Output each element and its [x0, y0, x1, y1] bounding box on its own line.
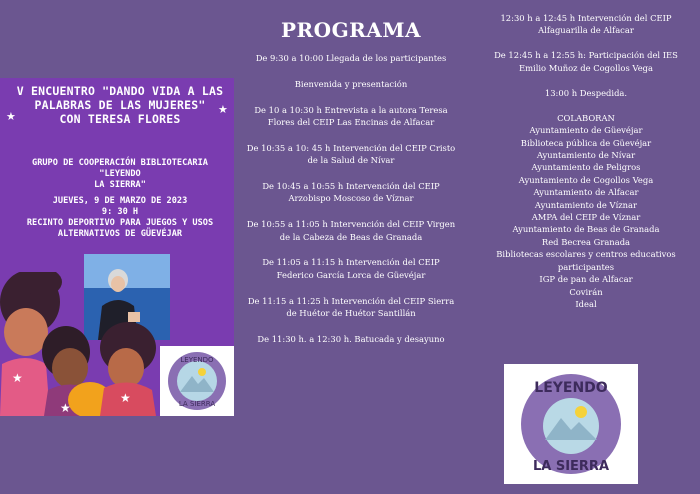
collaborators-heading: COLABORAN	[557, 112, 615, 123]
poster-info-line: ALTERNATIVOS DE GÜEVÉJAR	[57, 229, 183, 239]
collaborator-item: AMPA del CEIP de Víznar	[531, 212, 641, 223]
collaborator-item: Ayuntamiento de Güevéjar	[529, 125, 643, 136]
schedule-item: 13:00 h Despedida.	[544, 87, 628, 98]
women-illustration	[0, 272, 160, 416]
poster-group-line: LA SIERRA"	[94, 180, 146, 190]
programa-heading: PROGRAMA	[281, 18, 421, 42]
svg-text:★: ★	[120, 391, 131, 405]
collaborator-item: Biblioteca pública de Güevéjar	[520, 137, 652, 148]
logo-text-top: LEYENDO	[534, 380, 608, 396]
svg-text:★: ★	[60, 401, 71, 415]
programa-column	[244, 18, 458, 359]
collaborator-item: Red Becrea Granada	[541, 236, 631, 247]
collaborator-item: Ayuntamiento de Nívar	[536, 150, 636, 161]
schedule-item: De 11:15 a 11:25 h Intervención del CEIP Sierra de Huétor de Huétor Santillán	[247, 295, 455, 319]
collaborator-item: Covirán	[569, 286, 603, 297]
collaborators-list	[488, 124, 684, 310]
schedule-item: Bienvenida y presentación	[294, 78, 408, 89]
collaborator-item: Ayuntamiento de Alfacar	[533, 187, 639, 198]
schedule-item: De 10:45 a 10:55 h Intervención del CEIP Arzobispo Moscoso de Víznar	[262, 181, 440, 204]
leyendo-la-sierra-logo	[504, 364, 638, 484]
collaborator-item: Bibliotecas escolares y centros educativos participantes	[496, 249, 676, 272]
poster-group-line: GRUPO DE COOPERACIÓN BIBLIOTECARIA "LEYENDO	[32, 158, 208, 179]
schedule-item: De 10:55 a 11:05 h Intervención del CEIP Virgen de la Cabeza de Beas de Granada	[246, 219, 456, 242]
logo-text-bottom: LA SIERRA	[532, 459, 610, 474]
poster-title	[14, 84, 226, 126]
poster-info-line: JUEVES, 9 DE MARZO DE 2023	[52, 196, 188, 206]
svg-text:LA SIERRA: LA SIERRA	[178, 400, 216, 408]
collaborator-item: Ayuntamiento de Peligros	[531, 162, 641, 173]
schedule-item: De 10:35 a 10: 45 h Intervención del CEIP Cristo de la Salud de Nívar	[246, 142, 456, 166]
collaborator-item: Ayuntamiento de Beas de Granada	[512, 224, 660, 235]
schedule-item: De 10 a 10:30 h Entrevista a la autora Teresa Flores del CEIP Las Encinas de Alfacar	[254, 104, 448, 127]
schedule-item: De 11:30 h. a 12:30 h. Batucada y desayuno	[257, 333, 445, 344]
collaborator-item: Ayuntamiento de Cogollos Vega	[518, 174, 654, 185]
collaborator-item: Ayuntamiento de Víznar	[534, 199, 638, 210]
svg-text:★: ★	[12, 371, 23, 385]
poster-group	[10, 158, 230, 191]
collaborator-item: IGP de pan de Alfacar	[539, 274, 633, 285]
star-icon: ★	[218, 103, 228, 116]
schedule-item: 12:30 h a 12:45 h Intervención del CEIP Alfaguarilla de Alfacar	[500, 13, 672, 36]
star-icon: ★	[6, 110, 16, 123]
collaborator-item: Ideal	[575, 298, 597, 309]
leyendo-la-sierra-logo-small	[160, 346, 234, 416]
poster-title-line: PALABRAS DE LAS MUJERES"	[34, 98, 206, 112]
poster-date-place	[10, 196, 230, 240]
schedule-item: De 9:30 a 10:00 Llegada de los participantes	[255, 53, 447, 63]
schedule-item: De 12:45 h a 12:55 h: Participación del IES Emilio Muñoz de Cogollos Vega	[494, 50, 678, 73]
poster-title-line: CON TERESA FLORES	[59, 112, 181, 126]
poster-info-line: RECINTO DEPORTIVO PARA JUEGOS Y USOS	[26, 218, 214, 228]
poster-title-line: V ENCUENTRO "DANDO VIDA A LAS	[16, 84, 224, 98]
svg-text:LEYENDO: LEYENDO	[180, 356, 214, 364]
poster-info-line: 9: 30 H	[101, 207, 139, 217]
schedule-item: De 11:05 a 11:15 h Intervención del CEIP Federico García Lorca de Güevéjar	[262, 257, 440, 280]
right-column	[488, 12, 684, 310]
